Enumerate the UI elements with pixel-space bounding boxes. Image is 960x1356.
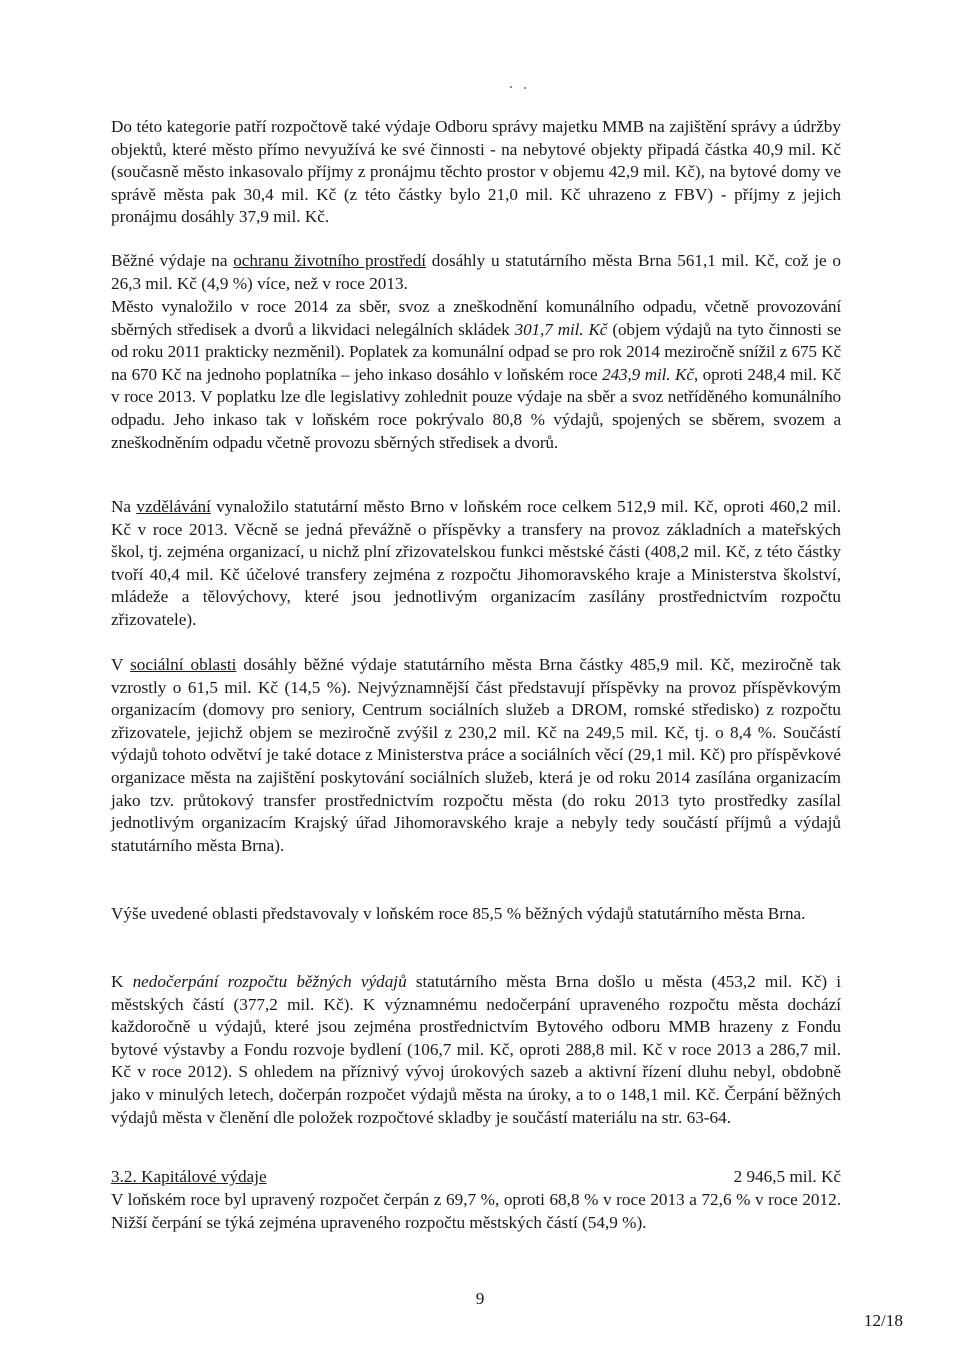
paragraph-summary: Výše uvedené oblasti představovaly v loňském roce 85,5 % běžných výdajů statutárního města Brna. <box>111 904 806 923</box>
section-heading <box>111 1166 841 1189</box>
paragraph-property-management: Do této kategorie patří rozpočtově také výdaje Odboru správy majetku MMB na zajištění správy a údržby objektů, které město přímo nevyužívá ke své činnosti - na nebytové objekty připadá částka 40,9 mil. Kč (současně město inkasovalo příjmy z pronájmu těchto prostor v objemu 42,9 mil. Kč), na bytové domy ve správě města pak 30,4 mil. Kč (z této částky bylo 21,0 mil. Kč uhrazeno z FBV) - příjmy z jejich pronájmu dosáhly 37,9 mil. Kč. <box>111 117 841 227</box>
paragraph-education: Na vzdělávání vynaložilo statutární město Brno v loňském roce celkem 512,9 mil. Kč, oproti 460,2 mil. Kč v roce 2013. Věcně se jedná převážně o příspěvky a transfery na provoz základních a mateřských škol, tj. zejména organizací, u nichž plní zřizovatelskou funkci městské části (408,2 mil. Kč, z této částky tvoří 40,4 mil. Kč účelové transfery zejména z rozpočtu Jihomoravského kraje a Ministerstva školství, mládeže a tělovýchovy, které jsou jednotlivým organizacím zasílány prostřednictvím rozpočtu zřizovatele). <box>111 497 841 629</box>
page-counter: 12/18 <box>863 1311 903 1330</box>
scan-artifact <box>510 84 528 90</box>
paragraph-capital: V loňském roce byl upravený rozpočet čerpán z 69,7 %, oproti 68,8 % v roce 2013 a 72,6 % v roce 2012. Nižší čerpání se týká zejména upraveného rozpočtu městských částí (54,9 %). <box>111 1190 841 1232</box>
section-amount: 2 946,5 mil. Kč <box>733 1167 841 1186</box>
page-number: 9 <box>475 1289 485 1308</box>
topic-social: sociální oblasti <box>130 655 237 674</box>
topic-education: vzdělávání <box>136 497 211 516</box>
paragraph-waste: Město vynaložilo v roce 2014 za sběr, svoz a zneškodnění komunálního odpadu, včetně provozování sběrných středisek a dvorů a likvidaci nelegálních skládek 301,7 mil. Kč (objem výdajů na tyto činnosti se od roku 2011 prakticky nezměnil). Poplatek za komunální odpad se pro rok 2014 meziročně snížil z 675 Kč na 670 Kč na jednoho poplatníka – jeho inkaso dosáhlo v loňském roce 243,9 mil. Kč, oproti 248,4 mil. Kč v roce 2013. V poplatku lze dle legislativy zohlednit pouze výdaje na sběr a svoz netříděného komunálního odpadu. Jeho inkaso tak v loňském roce pokrývalo 80,8 % výdajů, spojených se sběrem, svozem a zneškodněním odpadu včetně provozu sběrných středisek a dvorů. <box>111 297 842 452</box>
paragraph-environment: Běžné výdaje na ochranu životního prostředí dosáhly u statutárního města Brna 561,1 mil. Kč, což je o 26,3 mil. Kč (4,9 %) více, než v roce 2013. <box>111 251 841 293</box>
paragraph-social: V sociální oblasti dosáhly běžné výdaje statutárního města Brna částky 485,9 mil. Kč, meziročně tak vzrostly o 61,5 mil. Kč (14,5 %). Nejvýznamnější část představují příspěvky na provoz příspěvkovým organizacím (domovy pro seniory, Centrum sociálních služeb a DROM, romské středisko) z rozpočtu zřizovatele, jejichž objem se meziročně zvýšil z 230,2 mil. Kč na 249,5 mil. Kč, tj. o 8,4 %. Součástí výdajů tohoto odvětví je také dotace z Ministerstva práce a sociálních věcí (29,1 mil. Kč) pro příspěvkové organizace města na zajištění poskytování sociálních služeb, která je od roku 2014 zasílána organizacím jako tzv. průtokový transfer prostřednictvím rozpočtu města (do roku 2013 tyto prostředky zasílal jednotlivým organizacím Krajský úřad Jihomoravského kraje a nebyly tedy součástí příjmů a výdajů statutárního města Brna). <box>111 655 841 855</box>
topic-environment: ochranu životního prostředí <box>233 251 427 270</box>
paragraph-underspending: K nedočerpání rozpočtu běžných výdajů statutárního města Brna došlo u města (453,2 mil. Kč) i městských částí (377,2 mil. Kč). K významnému nedočerpání upraveného rozpočtu města dochází každoročně u výdajů, které jsou zejména prostřednictvím Bytového odboru MMB hrazeny z Fondu bytové výstavby a Fondu rozvoje bydlení (106,7 mil. Kč, oproti 288,8 mil. Kč v roce 2013 a 286,7 mil. Kč v roce 2012). S ohledem na příznivý vývoj úrokových sazeb a aktivní řízení dluhu nebyl, obdobně jako v minulých letech, dočerpán rozpočet výdajů města na úroky, a to o 148,1 mil. Kč. Čerpání běžných výdajů města v členění dle položek rozpočtové skladby je součástí materiálu na str. 63-64. <box>111 972 841 1127</box>
section-title: 3.2. Kapitálové výdaje <box>111 1167 267 1186</box>
